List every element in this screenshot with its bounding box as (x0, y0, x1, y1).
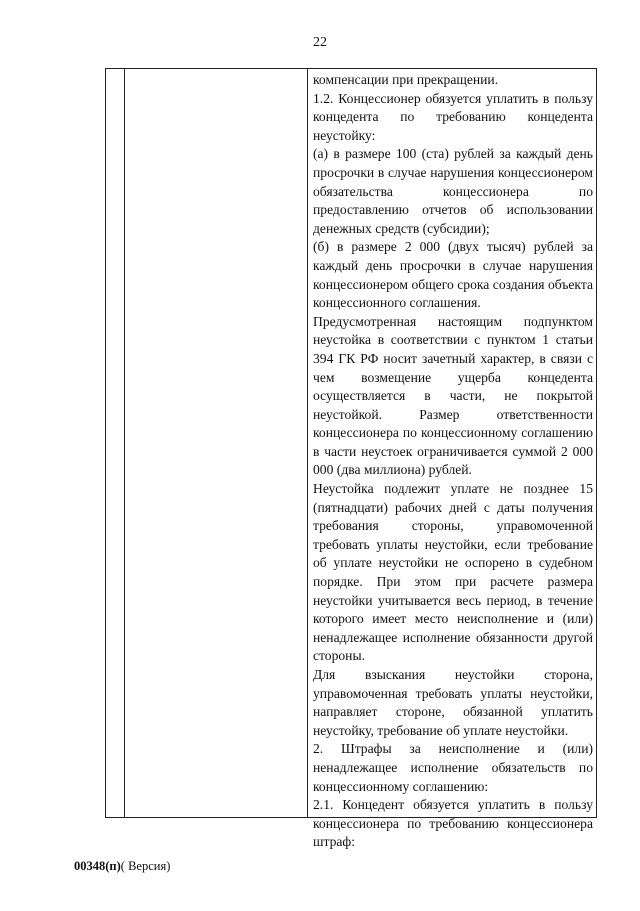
paragraph-item-a: (а) в размере 100 (ста) рублей за каждый день просрочки в случае нарушения концессионером обязательства концессионера по предоставлению отчетов об использовании денежных средств (субсидии); (313, 146, 593, 236)
document-version: ( Версия) (120, 859, 171, 873)
page-number: 22 (313, 35, 327, 50)
paragraph-item-b: (б) в размере 2 000 (двух тысяч) рублей за каждый день просрочки в случае нарушения концессионером общего срока создания объекта концессионного соглашения. (313, 239, 593, 311)
paragraph-clause-1-2: 1.2. Концессионер обязуется уплатить в пользу концедента по требованию концедента неустойку: (313, 90, 593, 143)
paragraph-penalty-collection: Для взыскания неустойки сторона, управомоченная требовать уплаты неустойки, направляет стороне, обязанной уплатить неустойку, требование об уплате неустойки. (313, 667, 593, 738)
paragraph-clause-2-1: 2.1. Концедент обязуется уплатить в пользу концессионера по требованию концессионера штраф: (313, 797, 593, 850)
paragraph-continuation: компенсации при прекращении. (313, 72, 499, 87)
paragraph-payment-deadline: Неустойка подлежит уплате не позднее 15 (пятнадцати) рабочих дней с даты получения требования стороны, управомоченной требовать уплаты неустойки, если требование об уплате неустойки не оспорено в судебном порядке. При этом при расчете размера неустойки учитывается весь период, в течение которого имеет место неисполнение и (или) ненадлежащее исполнение обязанности другой стороны. (313, 481, 593, 664)
paragraph-penalty-nature: Предусмотренная настоящим подпунктом неустойка в соответствии с пунктом 1 статьи 394 ГК РФ носит зачетный характер, в связи с чем возмещение ущерба концедента осуществляется в части, не покрытой неустойкой. Размер ответственности концессионера по концессионному соглашению в части неустоек ограничивается суммой 2 000 000 (два миллиона) рублей. (313, 313, 593, 478)
column-divider-1 (124, 69, 125, 817)
column-divider-2 (307, 69, 308, 817)
paragraph-clause-2: 2. Штрафы за неисполнение и (или) ненадлежащее исполнение обязательств по концессионному соглашению: (313, 741, 593, 794)
table-cell-text (313, 71, 593, 852)
document-table (105, 68, 597, 850)
document-code: 00348(п) (74, 859, 121, 873)
document-footer (74, 858, 170, 874)
